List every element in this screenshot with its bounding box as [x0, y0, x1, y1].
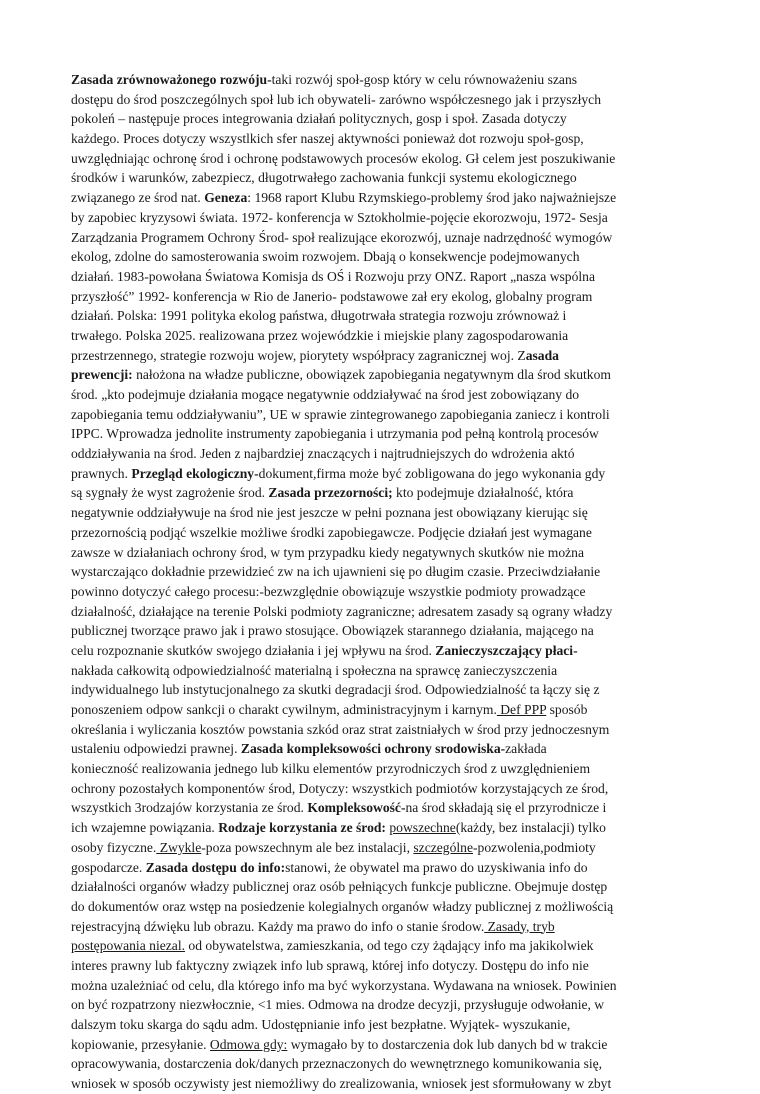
- text-line: [71, 582, 691, 602]
- text-line: [71, 149, 691, 169]
- text-run: środków i warunków, zabezpiecz, długotrwałego zachowania funkcji systemu ekologicznego: [71, 170, 577, 186]
- bold-term: Zasada kompleksowości ochrony srodowiska-: [240, 741, 506, 757]
- text-run: przyszłość” 1992- konferencja w Rio de Janerio- podstawowe zał ery ekolog, globalny program: [71, 288, 593, 304]
- bold-term: Geneza: [204, 190, 248, 206]
- underlined-term: Zasady, tryb: [484, 918, 555, 934]
- text-line: [71, 779, 691, 799]
- text-line: [71, 936, 691, 956]
- text-run: wymagało by to dostarczenia dok lub danych bd w trakcie: [287, 1036, 608, 1052]
- text-run: wszystkich 3rodzajów korzystania ze środ.: [71, 800, 308, 816]
- text-line: [71, 858, 691, 878]
- text-line: [71, 365, 691, 385]
- bold-term: Zasada dostępu do info:: [145, 859, 286, 875]
- bold-term: Zanieczyszczający płaci-: [435, 642, 578, 658]
- text-line: [71, 917, 691, 937]
- text-run: związanego ze środ nat.: [71, 190, 205, 206]
- text-run: nakłada całkowitą odpowiedzialność materialną i społeczna na sprawcę zanieczyszczenia: [71, 662, 558, 678]
- text-line: [71, 1035, 691, 1055]
- text-run: są sygnały że wyst zagrożenie środ.: [71, 485, 269, 501]
- text-run: kopiowanie, przesyłanie.: [71, 1036, 210, 1052]
- text-run: określania i wyliczania kosztów powstania szkód oraz strat zaistniałych w środ przy jednoczesnym: [71, 721, 610, 737]
- text-line: [71, 168, 691, 188]
- text-line: [71, 680, 691, 700]
- text-line: [71, 995, 691, 1015]
- text-run: -pozwolenia,podmioty: [473, 839, 596, 855]
- text-line: [71, 661, 691, 681]
- text-line: [71, 1015, 691, 1035]
- bold-term: Rodzaje korzystania ze środ:: [218, 820, 386, 836]
- bold-term: Przegląd ekologiczny-: [131, 465, 259, 481]
- text-run: publicznej tworzące prawo jak i prawo stosujące. Obowiązek starannego działania, mającego na: [71, 623, 594, 639]
- text-run: prawnych.: [71, 465, 132, 481]
- text-run: Zarządzania Programem Ochrony Środ- społ realizujące ekorozwój, uznaje nadrzędność wymogów: [71, 229, 613, 245]
- text-line: [71, 267, 691, 287]
- text-run: by zapobiec kryzysowi świata. 1972- konferencja w Sztokholmie-pojęcie ekorozwoju, 1972- Sesja: [71, 209, 608, 225]
- text-line: [71, 700, 691, 720]
- text-line: [71, 424, 691, 444]
- text-run: pokoleń – następuje proces integrowania działań politycznych, gosp i społ. Zasada dotyczy: [71, 111, 567, 127]
- text-run: ich wzajemne powiązania.: [71, 820, 219, 836]
- text-line: [71, 1054, 691, 1074]
- text-run: stanowi, że obywatel ma prawo do uzyskiwania info do: [285, 859, 588, 875]
- text-run: -poza powszechnym ale bez instalacji,: [201, 839, 414, 855]
- text-run: przestrzennego, strategie rozwoju wojew, piorytety współpracy zagranicznej woj. Z: [71, 347, 526, 363]
- underlined-term: Odmowa gdy:: [209, 1036, 288, 1052]
- text-run: działalność, działające na terenie Polski podmioty zagraniczne; adresatem zasady są ograny władzy: [71, 603, 613, 619]
- text-run: taki rozwój społ-gosp który w celu równoważeniu szans: [271, 72, 578, 87]
- bold-term: prewencji:: [71, 367, 133, 383]
- text-run: oddziaływania na środ. Jeden z najbardziej znaczących i najtrudniejszych do wdrożenia aktó: [71, 446, 575, 462]
- text-run: powinno dotyczyć całego procesu:-bezwzględnie obowiązuje wszystkie podmioty prowadzące: [71, 583, 586, 599]
- text-run: rejestracyjną dźwięku lub obrazu. Każdy ma prawo do info o stanie środow.: [71, 918, 485, 934]
- text-run: każdego. Proces dotyczy wszystlkich sfer naszej aktywności ponieważ dot rozwoju społ-gosp,: [71, 131, 584, 147]
- text-run: można uzależniać od celu, dla którego info ma być wykorzystana. Wydawana na wniosek. Powinien: [71, 977, 617, 993]
- text-line: [71, 1074, 691, 1094]
- bold-term: asada: [525, 347, 559, 363]
- underlined-term: postępowania niezal.: [71, 938, 185, 954]
- text-run: (każdy, bez instalacji) tylko: [455, 820, 606, 836]
- text-run: dalszym toku skarga do sądu adm. Udostępnianie info jest bezpłatne. Wyjątek- wyszukanie,: [71, 1017, 571, 1032]
- text-run: środ. „kto podejmuje działania mogące negatywnie oddziaływać na środ jest zobowiązany do: [71, 387, 580, 402]
- text-line: [71, 739, 691, 759]
- text-line: [71, 483, 691, 503]
- text-run: konieczność realizowania jednego lub kilku elementów przyrodniczych środ z uwzględnieniem: [71, 761, 591, 777]
- bold-term: Zasada zrównoważonego rozwóju-: [71, 72, 272, 87]
- text-line: [71, 562, 691, 582]
- text-run: przezornością podjąć wszelkie możliwe środki zapobiegawcze. Podjęcie działań jest wymagane: [71, 524, 592, 540]
- text-line: [71, 503, 691, 523]
- bold-term: Kompleksowość-: [307, 800, 406, 816]
- text-line: [71, 956, 691, 976]
- text-run: ekolog, zdolne do samosterowania swoim rozwojem. Dbają o konsekwencje podejmowanych: [71, 249, 580, 265]
- text-line: [71, 287, 691, 307]
- bold-term: Zasada przezorności;: [268, 485, 393, 501]
- text-line: [71, 444, 691, 464]
- text-line: [71, 641, 691, 661]
- text-line: [71, 90, 691, 110]
- text-run: działalności organów władzy publicznej oraz osób pełniących funkcje publiczne. Obejmuje dostęp: [71, 879, 608, 895]
- text-line: [71, 759, 691, 779]
- text-line: [71, 543, 691, 563]
- text-line: [71, 838, 691, 858]
- text-run: sposób: [546, 702, 588, 717]
- text-line: [71, 306, 691, 326]
- text-line: [71, 109, 691, 129]
- text-line: [71, 720, 691, 740]
- text-run: ochrony pozostałych komponentów środ, Dotyczy: wszystkich podmiotów korzystających ze środ,: [71, 780, 609, 796]
- text-run: osoby fizyczne.: [71, 839, 157, 855]
- text-line: [71, 247, 691, 267]
- text-line: [71, 228, 691, 248]
- text-line: [71, 188, 691, 208]
- text-run: do dokumentów oraz wstęp na posiedzenie kolegialnych organów władzy publicznej z możliwością: [71, 898, 614, 914]
- text-run: na środ składają się el przyrodnicze i: [405, 800, 607, 816]
- text-run: wniosek w sposób oczywisty jest niemożliwy do zrealizowania, wniosek jest sformułowany w zbyt: [71, 1076, 612, 1092]
- text-line: [71, 326, 691, 346]
- text-line: [71, 346, 691, 366]
- underlined-term: powszechne: [389, 820, 456, 836]
- text-line: [71, 129, 691, 149]
- text-line: [71, 385, 691, 405]
- text-run: działań. Polska: 1991 polityka ekolog państwa, długotrwała strategia rozwoju zrównoważ i: [71, 308, 567, 324]
- underlined-term: szczególne: [413, 839, 474, 855]
- text-line: [71, 897, 691, 917]
- text-run: od obywatelstwa, zamieszkania, od tego czy żądający info ma jakikolwiek: [185, 938, 594, 954]
- text-run: : 1968 raport Klubu Rzymskiego-problemy środ jako najważniejsze: [247, 190, 617, 206]
- text-line: [71, 208, 691, 228]
- text-run: dokument,firma może być zobligowana do jego wykonania gdy: [258, 465, 606, 481]
- text-run: zakłada: [505, 741, 547, 757]
- text-run: interes prawny lub faktyczny związek info lub sprawą, której info dotyczy. Dostępu do info nie: [71, 957, 589, 973]
- text-line: [71, 877, 691, 897]
- text-run: nałożona na władze publiczne, obowiązek zapobiegania negatywnym dla środ skutkom: [132, 367, 611, 383]
- text-run: on być rozpatrzony niezwłocznie, <1 mies. Odmowa na drodze decyzji, przysługuje odwołanie, w: [71, 997, 605, 1013]
- text-line: [71, 602, 691, 622]
- text-run: negatywnie oddziaływuje na środ nie jest jeszcze w pełni poznana jest obowiązany kierując się: [71, 505, 588, 521]
- text-run: gospodarcze.: [71, 859, 146, 875]
- text-run: uwzględniając ochronę środ i ochronę podstawowych procesów ekolog. Gł celem jest poszukiwanie: [71, 150, 616, 166]
- text-line: [71, 523, 691, 543]
- text-run: trwałego. Polska 2025. realizowana przez wojewódzkie i miejskie plany zagospodarowania: [71, 327, 569, 343]
- text-run: indywidualnego lub instytucjonalnego za skutki degradacji środ. Odpowiedzialność ta łączy się z: [71, 682, 600, 698]
- text-run: opracowywania, dostarczenia dok/danych przeznaczonych do wewnętrznego komunikowania się,: [71, 1056, 603, 1072]
- underlined-term: Def PPP: [496, 702, 547, 717]
- text-line: [71, 464, 691, 484]
- text-run: celu rozpoznanie skutków swojego działania i jej wpływu na środ.: [71, 642, 436, 658]
- document-page: [71, 70, 691, 1094]
- text-line: [71, 70, 691, 90]
- text-run: wystarczająco dokładnie przewidzieć zw na ich ujawnieni się po długim czasie. Przeciwdziałanie: [71, 564, 601, 580]
- text-line: [71, 798, 691, 818]
- underlined-term: Zwykle: [156, 839, 202, 855]
- text-line: [71, 976, 691, 996]
- text-run: IPPC. Wprowadza jednolite instrumenty zapobiegania i utrzymania pod pełną kontrolą procesów: [71, 426, 599, 442]
- text-run: zawsze w działaniach ochrony środ, w tym przypadku kiedy negatywnych skutków nie można: [71, 544, 585, 560]
- text-run: kto podejmuje działalność, która: [392, 485, 574, 501]
- text-line: [71, 405, 691, 425]
- text-run: zapobiegania temu oddziaływaniu”, UE w sprawie zintegrowanego zapobiegania zaniecz i kontroli: [71, 406, 610, 422]
- text-run: dostępu do środ poszczególnych społ lub ich obywateli- zarówno współczesnego jak i przyszłych: [71, 91, 602, 107]
- text-run: działań. 1983-powołana Światowa Komisja ds OŚ i Rozwoju przy ONZ. Raport „nasza wspólna: [71, 268, 596, 284]
- text-run: ponoszeniem odpow sankcji o charakt cywilnym, administracyjnym i karnym.: [71, 702, 497, 717]
- text-line: [71, 818, 691, 838]
- text-line: [71, 621, 691, 641]
- text-run: ustaleniu odpowiedzi prawnej.: [71, 741, 241, 757]
